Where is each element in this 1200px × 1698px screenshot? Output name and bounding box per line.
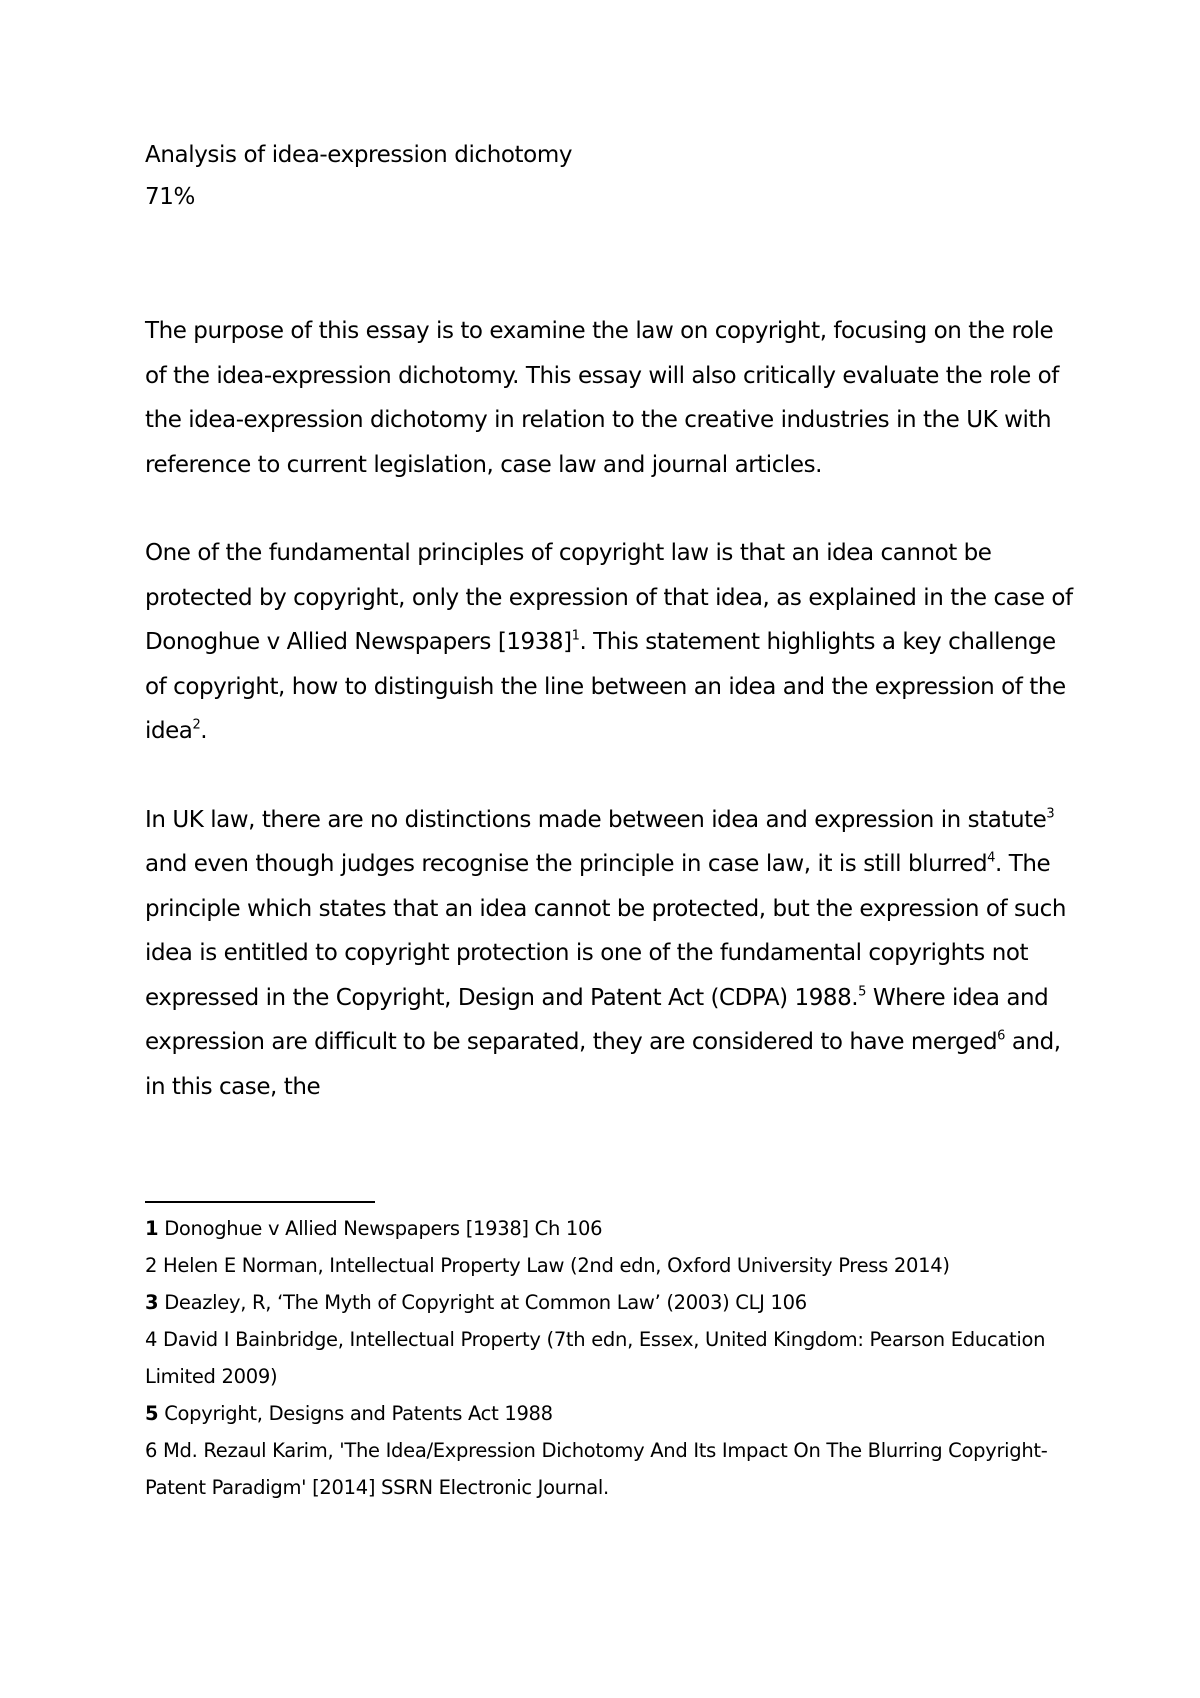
paragraph-text: . — [200, 718, 208, 744]
footnote-number: 5 — [145, 1402, 159, 1425]
paragraph-text: The purpose of this essay is to examine the law on copyright, focusing on the role of the idea-expression dichotomy. This essay will also critically evaluate the role of the idea-expression dichotomy in relation to the creative industries in the UK with reference to current legislation, case law and journal articles. — [145, 318, 1059, 478]
paragraph-text: and, in this case, the — [145, 1029, 1061, 1100]
footnote-item — [145, 1432, 1075, 1506]
footnote-separator — [145, 1201, 375, 1203]
body-text — [145, 309, 1075, 1109]
grade-label: 71% — [145, 184, 195, 210]
footnote-number: 2 — [145, 1254, 158, 1277]
footnote-text: Helen E Norman, Intellectual Property Law (2nd edn, Oxford University Press 2014) — [163, 1254, 950, 1277]
footnote-text: Md. Rezaul Karim, 'The Idea/Expression Dichotomy And Its Impact On The Blurring Copyright-Patent Paradigm' [2014] SSRN Electronic Journal. — [145, 1439, 1048, 1499]
footnote-reference[interactable]: 5 — [858, 983, 866, 999]
body-paragraph — [145, 309, 1075, 487]
footnote-number: 3 — [145, 1291, 159, 1314]
paragraph-text: . The principle which states that an idea cannot be protected, but the expression of such idea is entitled to copyright protection is one of the fundamental copyrights not expressed in the Copyright, Design and Patent Act (CDPA) 1988. — [145, 851, 1066, 1011]
footnote-text: Donoghue v Allied Newspapers [1938] Ch 106 — [164, 1217, 603, 1240]
footnote-text: Deazley, R, ‘The Myth of Copyright at Common Law’ (2003) CLJ 106 — [164, 1291, 807, 1314]
document-page — [145, 140, 1075, 1499]
footnote-item — [145, 1210, 1075, 1247]
footnote-number: 4 — [145, 1328, 158, 1351]
footnote-item — [145, 1247, 1075, 1284]
document-title: Analysis of idea-expression dichotomy — [145, 142, 573, 168]
paragraph-text: In UK law, there are no distinctions made between idea and expression in statute — [145, 806, 1047, 833]
footnote-reference[interactable]: 1 — [571, 628, 580, 644]
footnote-reference[interactable]: 2 — [192, 717, 201, 733]
footnote-reference[interactable]: 3 — [1046, 805, 1055, 821]
footnote-number: 1 — [145, 1217, 159, 1240]
footnote-reference[interactable]: 4 — [987, 850, 995, 866]
footnote-reference[interactable]: 6 — [997, 1028, 1005, 1044]
paragraph-text: Where idea and expression are difficult to be separated, they are considered to have merged — [145, 984, 1049, 1055]
body-paragraph — [145, 531, 1075, 754]
footnote-number: 6 — [145, 1439, 158, 1462]
footnote-item — [145, 1321, 1075, 1395]
paragraph-text: . This statement highlights a key challenge of copyright, how to distinguish the line between an idea and the expression of the idea — [145, 629, 1066, 744]
paragraph-text: and even though judges recognise the principle in case law, it is still blurred — [145, 851, 988, 877]
footnote-item — [145, 1284, 1075, 1321]
footnote-text: Copyright, Designs and Patents Act 1988 — [164, 1402, 553, 1425]
footnote-text: David I Bainbridge, Intellectual Property (7th edn, Essex, United Kingdom: Pearson Education Limited 2009) — [145, 1328, 1046, 1388]
paragraph-text: One of the fundamental principles of copyright law is that an idea cannot be protected by copyright, only the expression of that idea, as explained in the case of Donoghue v Allied Newspapers [1938] — [145, 540, 1073, 655]
footnote-item — [145, 1395, 1075, 1432]
footnotes-section — [145, 1210, 1075, 1506]
body-paragraph — [145, 798, 1075, 1110]
